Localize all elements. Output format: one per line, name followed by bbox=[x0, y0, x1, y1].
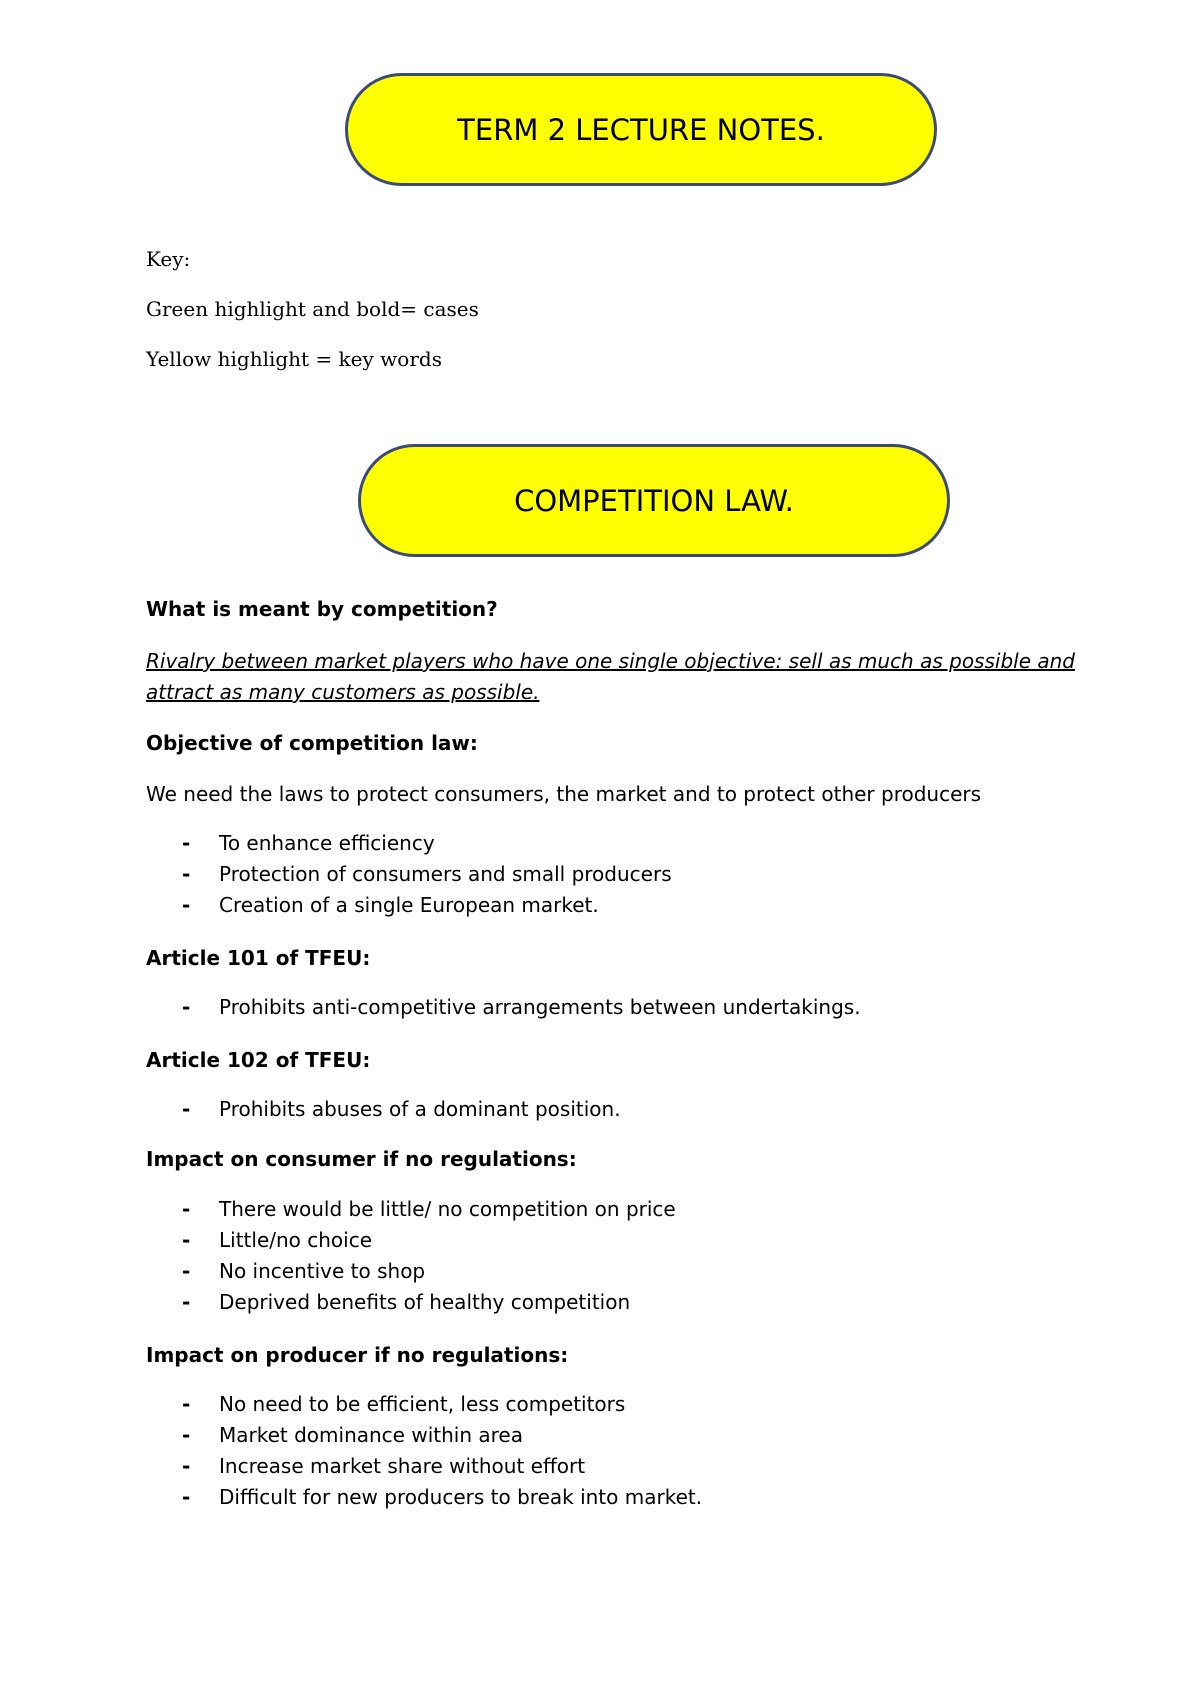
list-item: - To enhance efficiency bbox=[182, 831, 435, 855]
question-heading: What is meant by competition? bbox=[146, 597, 498, 621]
list-item: - Creation of a single European market. bbox=[182, 893, 599, 917]
title-banner bbox=[345, 73, 937, 186]
definition-text: Rivalry between market players who have one single objective: sell as much as possible and attract as many customers as possible. bbox=[146, 649, 1075, 704]
section-banner bbox=[358, 444, 950, 557]
objective-heading: Objective of competition law: bbox=[146, 731, 478, 755]
list-item: - Little/no choice bbox=[182, 1228, 373, 1252]
list-item: - Prohibits abuses of a dominant position. bbox=[182, 1097, 621, 1121]
art101-heading: Article 101 of TFEU: bbox=[146, 946, 371, 970]
list-item: - No incentive to shop bbox=[182, 1259, 426, 1283]
section-banner-text: COMPETITION LAW. bbox=[514, 483, 794, 518]
list-item: - Increase market share without effort bbox=[182, 1454, 586, 1478]
list-item: - Market dominance within area bbox=[182, 1423, 523, 1447]
list-item: - Protection of consumers and small producers bbox=[182, 862, 672, 886]
art101-list bbox=[146, 992, 861, 1023]
producer-list bbox=[146, 1389, 702, 1513]
list-item: - There would be little/ no competition on price bbox=[182, 1197, 676, 1221]
list-item: - Difficult for new producers to break into market. bbox=[182, 1485, 703, 1509]
art102-heading: Article 102 of TFEU: bbox=[146, 1048, 371, 1072]
list-item: - Deprived benefits of healthy competition bbox=[182, 1290, 631, 1314]
art102-list bbox=[146, 1094, 621, 1125]
objective-list bbox=[146, 828, 672, 921]
key-green: Green highlight and bold= cases bbox=[146, 297, 479, 321]
consumer-list bbox=[146, 1194, 676, 1318]
objective-text: We need the laws to protect consumers, the market and to protect other producers bbox=[146, 782, 982, 806]
consumer-heading: Impact on consumer if no regulations: bbox=[146, 1147, 577, 1171]
list-item: - Prohibits anti-competitive arrangements between undertakings. bbox=[182, 995, 861, 1019]
key-yellow: Yellow highlight = key words bbox=[146, 347, 442, 371]
key-title: Key: bbox=[146, 247, 191, 271]
list-item: - No need to be efficient, less competitors bbox=[182, 1392, 626, 1416]
producer-heading: Impact on producer if no regulations: bbox=[146, 1343, 569, 1367]
title-banner-text: TERM 2 LECTURE NOTES. bbox=[457, 112, 825, 147]
